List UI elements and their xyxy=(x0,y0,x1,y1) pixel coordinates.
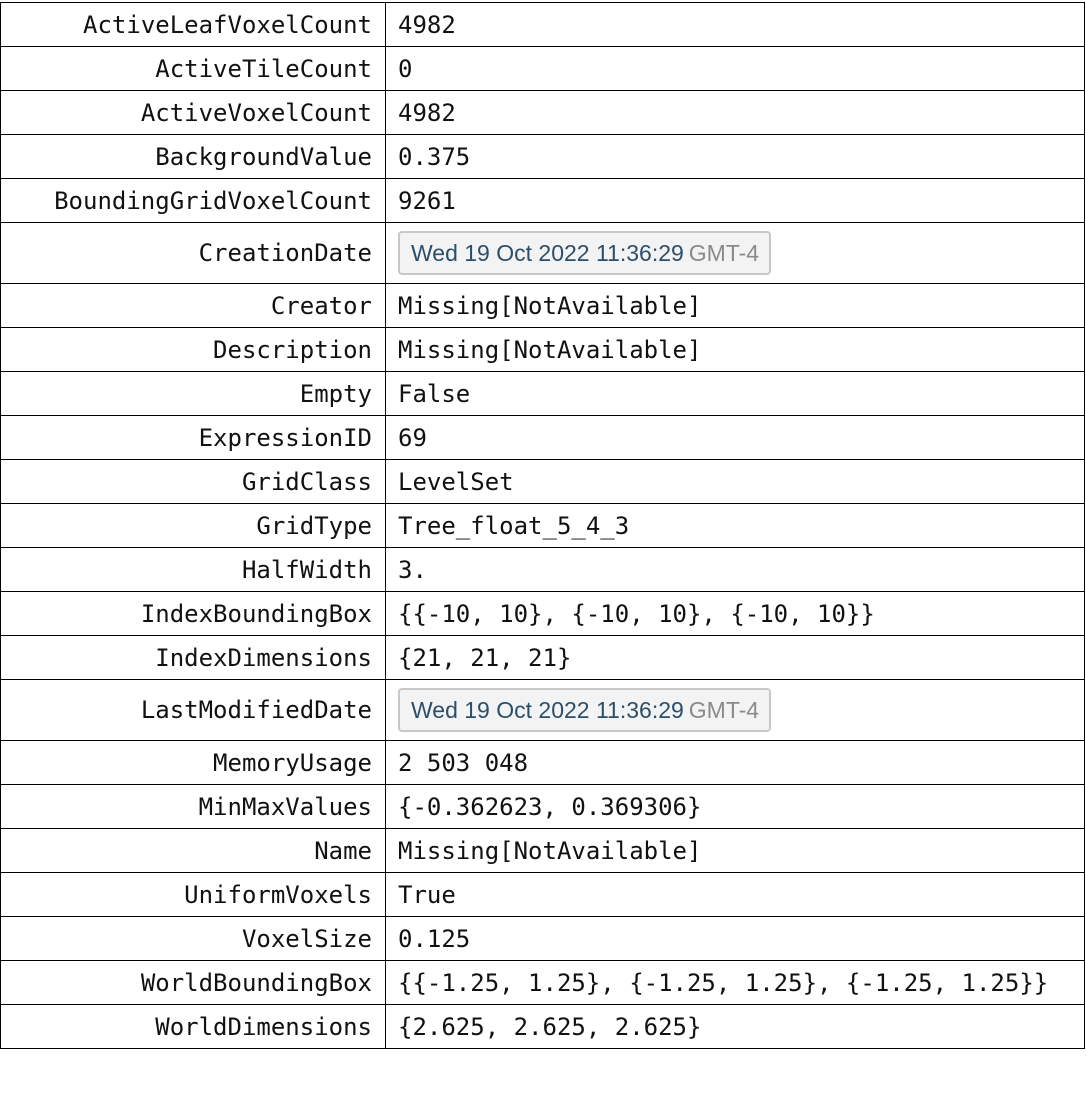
property-value: True xyxy=(386,873,1085,917)
property-value: 0.125 xyxy=(386,917,1085,961)
property-value: 2 503 048 xyxy=(386,741,1085,785)
property-value: 4982 xyxy=(386,3,1085,47)
property-name: VoxelSize xyxy=(1,917,386,961)
table-row xyxy=(1,504,1085,548)
property-value: {21, 21, 21} xyxy=(386,636,1085,680)
property-name: MemoryUsage xyxy=(1,741,386,785)
table-row xyxy=(1,223,1085,284)
table-row xyxy=(1,961,1085,1005)
property-name: ActiveTileCount xyxy=(1,47,386,91)
timezone-text: GMT-4 xyxy=(688,240,760,266)
table-row xyxy=(1,328,1085,372)
property-name: Creator xyxy=(1,284,386,328)
table-row xyxy=(1,741,1085,785)
property-value: Missing[NotAvailable] xyxy=(386,328,1085,372)
property-value: LevelSet xyxy=(386,460,1085,504)
table-row xyxy=(1,3,1085,47)
date-text: Wed 19 Oct 2022 11:36:29 xyxy=(411,240,684,266)
property-name: IndexDimensions xyxy=(1,636,386,680)
table-row xyxy=(1,873,1085,917)
property-name: GridClass xyxy=(1,460,386,504)
property-name: IndexBoundingBox xyxy=(1,592,386,636)
table-row xyxy=(1,785,1085,829)
property-name: UniformVoxels xyxy=(1,873,386,917)
property-name: Description xyxy=(1,328,386,372)
property-name: WorldBoundingBox xyxy=(1,961,386,1005)
date-text: Wed 19 Oct 2022 11:36:29 xyxy=(411,697,684,723)
property-value: 69 xyxy=(386,416,1085,460)
property-value: 0 xyxy=(386,47,1085,91)
property-value xyxy=(386,680,1085,741)
property-value: False xyxy=(386,372,1085,416)
table-row xyxy=(1,91,1085,135)
property-value: {{-1.25, 1.25}, {-1.25, 1.25}, {-1.25, 1.25}} xyxy=(386,961,1085,1005)
property-name: CreationDate xyxy=(1,223,386,284)
property-value: Missing[NotAvailable] xyxy=(386,829,1085,873)
property-value: 0.375 xyxy=(386,135,1085,179)
property-name: Name xyxy=(1,829,386,873)
table-row xyxy=(1,680,1085,741)
property-value: 9261 xyxy=(386,179,1085,223)
table-row xyxy=(1,460,1085,504)
table-row xyxy=(1,1005,1085,1049)
table-row xyxy=(1,179,1085,223)
property-name: ActiveVoxelCount xyxy=(1,91,386,135)
property-value: {-0.362623, 0.369306} xyxy=(386,785,1085,829)
property-value: {{-10, 10}, {-10, 10}, {-10, 10}} xyxy=(386,592,1085,636)
table-row xyxy=(1,47,1085,91)
property-value: {2.625, 2.625, 2.625} xyxy=(386,1005,1085,1049)
table-row xyxy=(1,829,1085,873)
property-name: MinMaxValues xyxy=(1,785,386,829)
property-name: ExpressionID xyxy=(1,416,386,460)
property-name: LastModifiedDate xyxy=(1,680,386,741)
table-row xyxy=(1,917,1085,961)
table-row xyxy=(1,416,1085,460)
property-name: ActiveLeafVoxelCount xyxy=(1,3,386,47)
property-value: Missing[NotAvailable] xyxy=(386,284,1085,328)
property-value: 3. xyxy=(386,548,1085,592)
property-name: GridType xyxy=(1,504,386,548)
date-object-badge[interactable] xyxy=(398,688,771,732)
property-name: HalfWidth xyxy=(1,548,386,592)
property-name: Empty xyxy=(1,372,386,416)
table-row xyxy=(1,372,1085,416)
property-name: BoundingGridVoxelCount xyxy=(1,179,386,223)
property-value xyxy=(386,223,1085,284)
table-row xyxy=(1,636,1085,680)
property-value: 4982 xyxy=(386,91,1085,135)
properties-table xyxy=(0,2,1085,1049)
date-object-badge[interactable] xyxy=(398,231,771,275)
property-name: BackgroundValue xyxy=(1,135,386,179)
property-name: WorldDimensions xyxy=(1,1005,386,1049)
table-row xyxy=(1,548,1085,592)
timezone-text: GMT-4 xyxy=(688,697,760,723)
table-row xyxy=(1,135,1085,179)
table-row xyxy=(1,284,1085,328)
table-row xyxy=(1,592,1085,636)
property-value: Tree_float_5_4_3 xyxy=(386,504,1085,548)
